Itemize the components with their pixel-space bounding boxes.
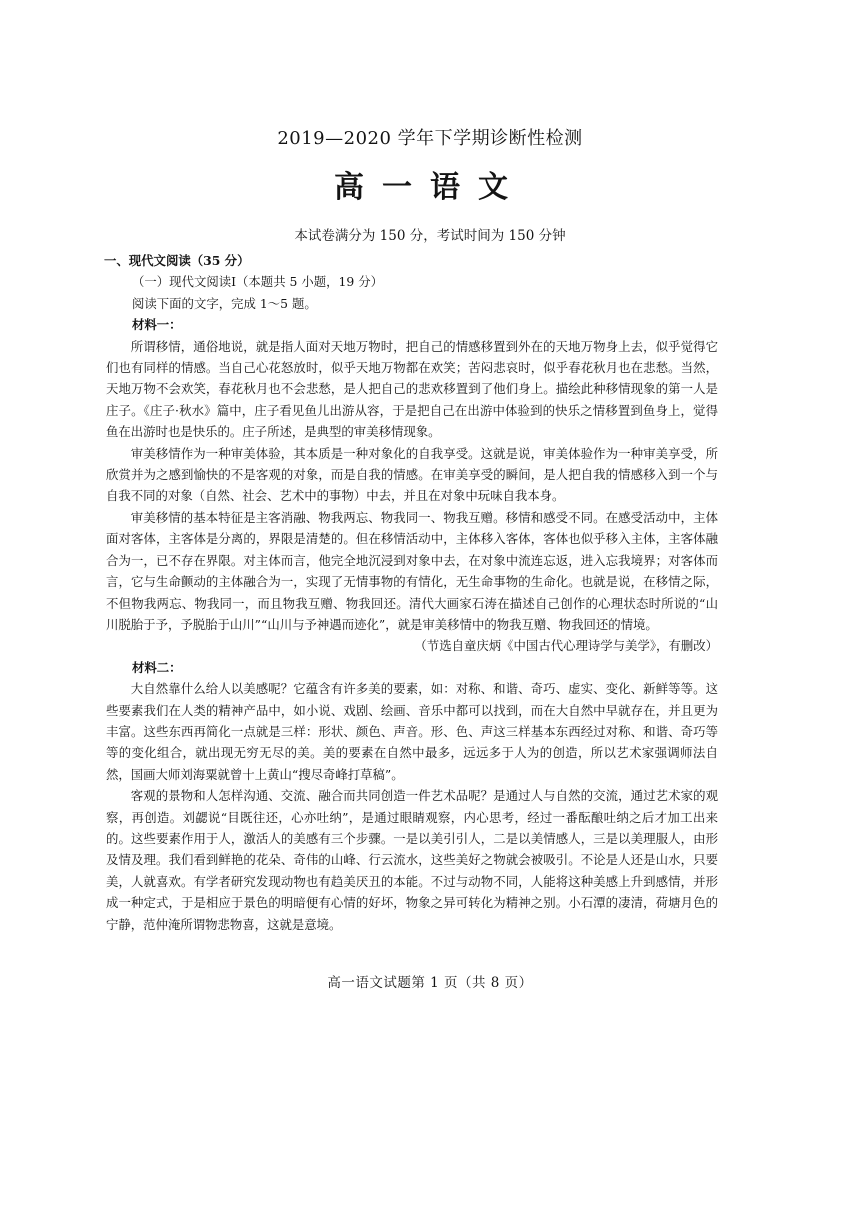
exam-title: 2019—2020 学年下学期诊断性检测	[277, 128, 583, 149]
material-one-paragraph: 审美移情的基本特征是主客消融、物我两忘、物我同一、物我互赠。移情和感受不同。在感受活动中，主体面对客体，主客体是分离的，界限是清楚的。但在移情活动中，主体移入客体，客体也似乎移入主体，主客体融合为一，已不存在界限。对主体而言，他完全地沉浸到对象中去，在对象中流连忘返，进入忘我境界；对客体而言，它与生命颤动的主体融合为一，实现了无情事物的有情化，无生命事物的生命化。也就是说，在移情之际，不但物我两忘、物我同一，而且物我互赠、物我回还。清代大画家石涛在描述自己创作的心理状态时所说的“山川脱胎于予，予脱胎于山川”“山川与予神遇而迹化”，就是审美移情中的物我互赠、物我回还的情境。	[106, 509, 718, 632]
material-one-paragraph: 审美移情作为一种审美体验，其本质是一种对象化的自我享受。这就是说，审美体验作为一种审美享受，所欣赏并为之感到愉快的不是客观的对象，而是自我的情感。在审美享受的瞬间，是人把自我的情感移入到一个与自我不同的对象（自然、社会、艺术中的事物）中去，并且在对象中玩味自我本身。	[106, 445, 718, 504]
exam-body	[106, 250, 718, 935]
section-heading: 一、现代文阅读（35 分）	[104, 253, 250, 268]
material-two-label: 材料二：	[132, 659, 182, 675]
section-directions: 阅读下面的文字，完成 1～5 题。	[132, 295, 317, 311]
section-subheading: （一）现代文阅读Ⅰ（本题共 5 小题，19 分）	[132, 274, 384, 290]
material-one-label: 材料一：	[132, 317, 182, 333]
material-two-paragraph: 大自然靠什么给人以美感呢？它蕴含有许多美的要素，如：对称、和谐、奇巧、虚实、变化、新鲜等等。这些要素我们在人类的精神产品中，如小说、戏剧、绘画、音乐中都可以找到，而在大自然中早就存在，并且更为丰富。这些东西再简化一点就是三样：形状、颜色、声音。形、色、声这三样基本东西经过对称、和谐、奇巧等等的变化组合，就出现无穷无尽的美。美的要素在自然中最多，远远多于人为的创造，所以艺术家强调师法自然，国画大师刘海粟就曾十上黄山“搜尽奇峰打草稿”。	[106, 681, 718, 782]
subject-title: 高一语文	[334, 170, 526, 205]
exam-instructions: 本试卷满分为 150 分，考试时间为 150 分钟	[294, 228, 566, 244]
material-one-paragraph: 所谓移情，通俗地说，就是指人面对天地万物时，把自己的情感移置到外在的天地万物身上去，似乎觉得它们也有同样的情感。当自己心花怒放时，似乎天地万物都在欢笑；苦闷悲哀时，似乎春花秋月也在悲愁。当然，天地万物不会欢笑，春花秋月也不会悲愁，是人把自己的悲欢移置到了他们身上。描绘此种移情现象的第一人是庄子。《庄子·秋水》篇中，庄子看见鱼儿出游从容，于是把自己在出游中体验到的快乐之情移置到鱼身上，觉得鱼在出游时也是快乐的。庄子所述，是典型的审美移情现象。	[106, 338, 718, 440]
material-one-source: （节选自童庆炳《中国古代心理诗学与美学》，有删改）	[414, 638, 718, 654]
material-two-paragraph: 客观的景物和人怎样沟通、交流、融合而共同创造一件艺术品呢？是通过人与自然的交流，通过艺术家的观察，再创造。刘勰说“目既往还，心亦吐纳”，是通过眼睛观察，内心思考，经过一番酝酿吐纳之后才加工出来的。这些要素作用于人，激活人的美感有三个步骤。一是以美引引人，二是以美情感人，三是以美理服人，由形及情及理。我们看到鲜艳的花朵、奇伟的山峰、行云流水，这些美好之物就会被吸引。不论是人还是山水，只要美，人就喜欢。有学者研究发现动物也有趋美厌丑的本能。不过与动物不同，人能将这种美感上升到感情，并形成一种定式，于是相应于景色的明暗便有心情的好坏，物象之异可转化为精神之别。小石潭的凄清，荷塘月色的宁静，范仲淹所谓物悲物喜，这就是意境。	[106, 788, 718, 932]
page-footer: 高一语文试题第 1 页（共 8 页）	[327, 975, 533, 991]
